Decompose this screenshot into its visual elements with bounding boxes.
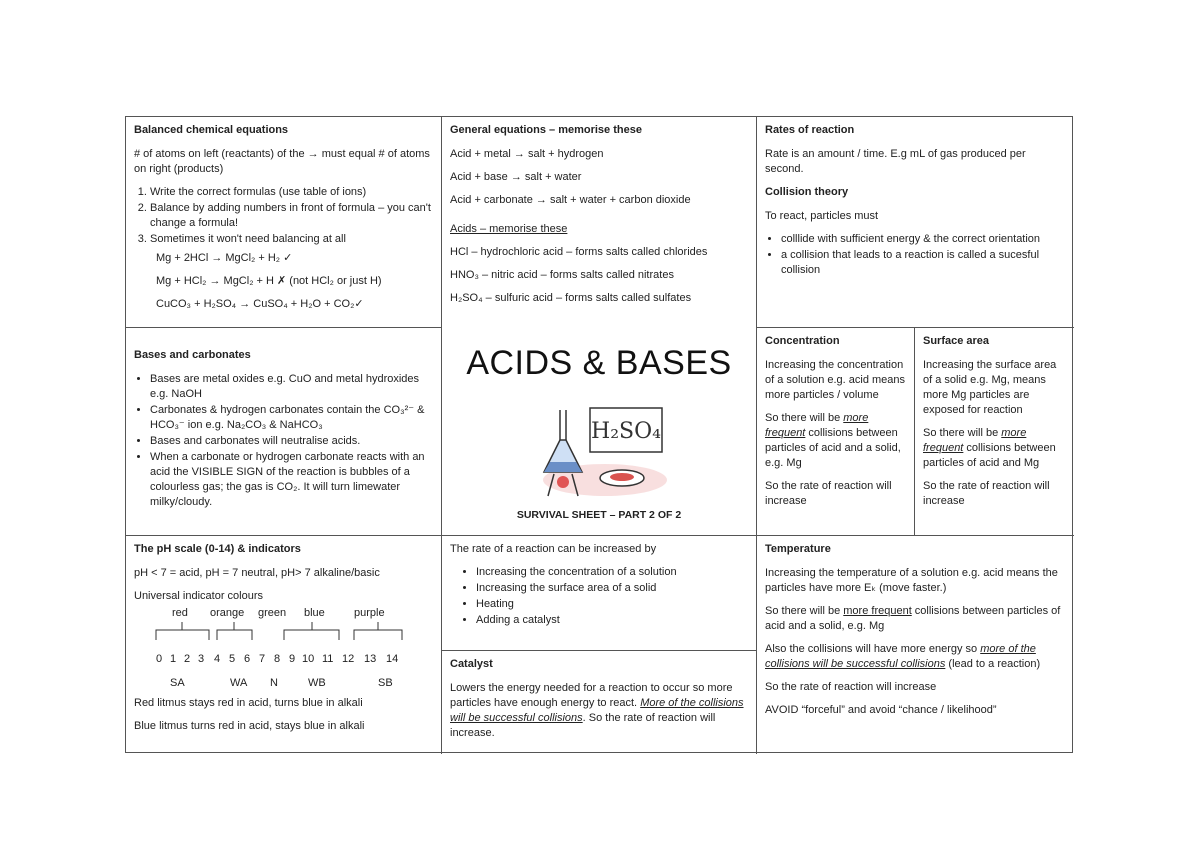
red-litmus-text: Red litmus stays red in acid, turns blue in alkali <box>134 697 363 709</box>
sheet-subtitle: SURVIVAL SHEET – PART 2 OF 2 <box>516 509 682 521</box>
ph-number: 13 <box>364 653 377 665</box>
balanced-intro: # of atoms on left (reactants) of the → must equal # of atoms on right (products) <box>134 148 430 175</box>
bases-cell <box>126 328 441 535</box>
section-heading: Balanced chemical equations <box>134 124 289 136</box>
ph-scale-cell <box>126 536 441 754</box>
title-cell <box>442 328 756 535</box>
section-heading: Bases and carbonates <box>134 349 251 361</box>
colour-label: blue <box>304 607 325 619</box>
concentration-result: So the rate of reaction will increase <box>765 480 892 507</box>
section-heading: Surface area <box>923 335 990 347</box>
formula-art-text: H₂SO₄ <box>591 419 661 444</box>
collision-intro: To react, particles must <box>765 210 879 222</box>
rate-increase-cell <box>442 536 756 650</box>
surface-text: Increasing the surface area of a solid e.g. Mg, means more Mg particles are exposed for reaction <box>923 359 1057 416</box>
ph-number: 1 <box>170 653 177 665</box>
concentration-cell <box>757 328 914 535</box>
section-heading: Rates of reaction <box>765 124 855 136</box>
colour-label: orange <box>210 607 245 619</box>
balanced-equations-cell <box>126 117 441 327</box>
equation-line: Acid + carbonate → salt + water + carbon dioxide <box>450 194 691 206</box>
list-item: • a collision that leads to a reaction is called a sucesful collision <box>781 248 1066 278</box>
catalyst-cell <box>442 651 756 754</box>
list-item: 1. Write the correct formulas (use table of ions) <box>150 185 433 200</box>
equation: CuCO₃ + H₂SO₄ → CuSO₄ + H₂O + CO₂✓ <box>156 298 364 310</box>
surface-frequency: So there will be more frequent collisions between particles of acid and Mg <box>923 427 1056 469</box>
list-item: • Bases are metal oxides e.g. CuO and metal hydroxides e.g. NaOH <box>150 372 433 402</box>
acid-line: HCl – hydrochloric acid – forms salts called chlorides <box>450 246 708 258</box>
acid-line: HNO₃ – nitric acid – forms salts called nitrates <box>450 269 674 281</box>
ph-definition: pH < 7 = acid, pH = 7 neutral, pH> 7 alkaline/basic <box>134 567 380 579</box>
general-equations-cell <box>442 117 756 327</box>
ph-number: 4 <box>214 653 221 665</box>
catalyst-text: Lowers the energy needed for a reaction to occur so more particles have enough energy to react. More of the collisions will be successful collisions. So the rate of reaction will increase. <box>450 682 744 739</box>
section-heading: Temperature <box>765 543 831 555</box>
ph-number: 5 <box>229 653 236 665</box>
list-item: • Bases and carbonates will neutralise acids. <box>150 434 433 449</box>
ph-number: 10 <box>302 653 315 665</box>
section-heading: Concentration <box>765 335 840 347</box>
ph-number: 9 <box>289 653 296 665</box>
ph-number: 2 <box>184 653 191 665</box>
temperature-cell <box>757 536 1074 754</box>
list-item: • Carbonates & hydrogen carbonates contain the CO₃²⁻ & HCO₃⁻ ion e.g. Na₂CO₃ & NaHCO₃ <box>150 403 433 433</box>
equation: Mg + HCl₂ → MgCl₂ + H ✗ (not HCl₂ or just H) <box>156 275 382 287</box>
uic-label: Universal indicator colours <box>134 590 263 602</box>
rates-cell <box>757 117 1074 327</box>
ph-number: 6 <box>244 653 251 665</box>
ph-number: 8 <box>274 653 281 665</box>
section-heading: General equations – memorise these <box>450 124 642 136</box>
temperature-text: Increasing the temperature of a solution e.g. acid means the particles have more Eₖ (move faster.) <box>765 567 1058 594</box>
bracket-icons <box>134 620 434 642</box>
ph-scale-diagram <box>134 606 433 692</box>
acids-subheading: Acids – memorise these <box>450 223 568 235</box>
section-heading: The pH scale (0-14) & indicators <box>134 543 301 555</box>
ph-number: 7 <box>259 653 266 665</box>
temperature-avoid: AVOID “forceful” and avoid “chance / likelihood” <box>765 704 997 716</box>
increase-intro: The rate of a reaction can be increased by <box>450 543 657 555</box>
page-title: ACIDS & BASES <box>466 344 732 382</box>
colour-label: purple <box>354 607 385 619</box>
blue-litmus-text: Blue litmus turns red in acid, stays blue in alkali <box>134 720 365 732</box>
colour-label: red <box>172 607 188 619</box>
lab-flask-icon <box>530 400 670 500</box>
ph-abbrev: WA <box>230 677 248 689</box>
concentration-frequency: So there will be more frequent collisions between particles of acid and a solid, e.g. Mg <box>765 412 901 469</box>
ph-number: 11 <box>322 653 334 665</box>
list-item: 2. Balance by adding numbers in front of formula – you can't change a formula! <box>150 201 433 231</box>
ph-number: 3 <box>198 653 205 665</box>
temperature-frequency: So there will be more frequent collisions between particles of acid and a solid, e.g. Mg <box>765 605 1061 632</box>
equation: Mg + 2HCl → MgCl₂ + H₂ ✓ <box>156 252 293 264</box>
equation-line: Acid + metal → salt + hydrogen <box>450 148 604 160</box>
ph-abbrev: SB <box>378 677 393 689</box>
list-item: 3. Sometimes it won't need balancing at all <box>150 232 433 247</box>
list-item: • Adding a catalyst <box>476 613 748 628</box>
list-item: • Increasing the surface area of a solid <box>476 581 748 596</box>
ph-number: 0 <box>156 653 163 665</box>
equation-line: Acid + base → salt + water <box>450 171 582 183</box>
list-item: • colllide with sufficient energy & the correct orientation <box>781 232 1066 247</box>
ph-number: 12 <box>342 653 355 665</box>
survival-sheet <box>125 116 1073 753</box>
temperature-result: So the rate of reaction will increase <box>765 681 937 693</box>
ph-abbrev: WB <box>308 677 326 689</box>
list-item: • Increasing the concentration of a solution <box>476 565 748 580</box>
collision-heading: Collision theory <box>765 186 849 198</box>
surface-area-cell <box>915 328 1074 535</box>
concentration-text: Increasing the concentration of a solution e.g. acid means more particles / volume <box>765 359 906 401</box>
ph-abbrev: N <box>270 677 278 689</box>
ph-abbrev: SA <box>170 677 185 689</box>
section-heading: Catalyst <box>450 658 493 670</box>
list-item: • Heating <box>476 597 748 612</box>
list-item: • When a carbonate or hydrogen carbonate reacts with an acid the VISIBLE SIGN of the reaction is bubbles of a colourless gas; the gas is CO₂. It will turn limewater milky/cloudy. <box>150 450 433 510</box>
temperature-energy: Also the collisions will have more energy so more of the collisions will be successful collisions (lead to a reaction) <box>765 643 1041 670</box>
acid-line: H₂SO₄ – sulfuric acid – forms salts called sulfates <box>450 292 692 304</box>
rates-text: Rate is an amount / time. E.g mL of gas produced per second. <box>765 148 1026 175</box>
surface-result: So the rate of reaction will increase <box>923 480 1050 507</box>
ph-number: 14 <box>386 653 399 665</box>
colour-label: green <box>258 607 287 619</box>
